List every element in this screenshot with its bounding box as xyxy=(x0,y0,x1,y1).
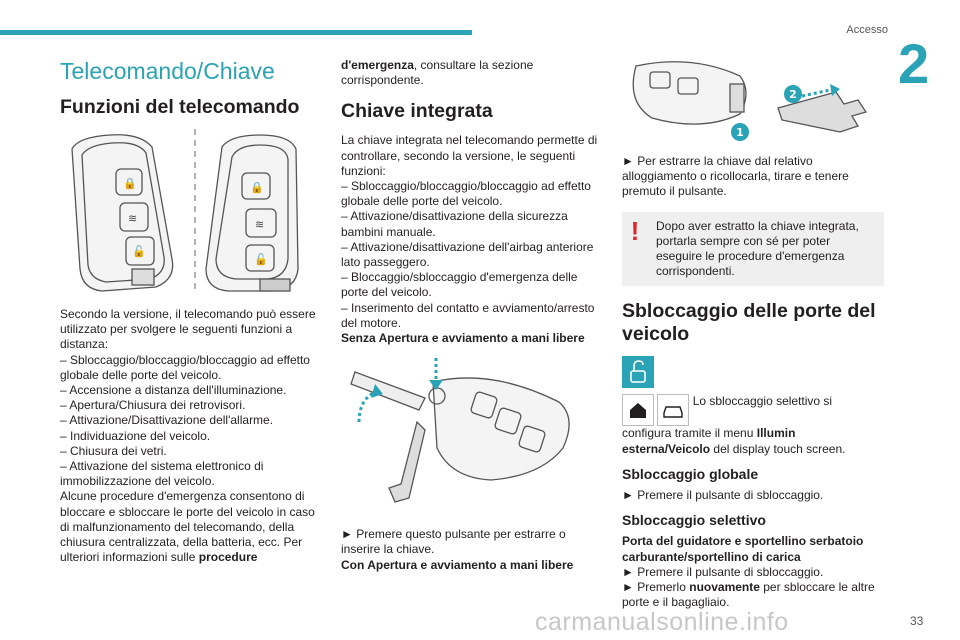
home-icon xyxy=(622,394,654,426)
closing-text xyxy=(60,489,318,565)
svg-text:🔓: 🔓 xyxy=(132,245,146,258)
svg-text:🔓: 🔓 xyxy=(254,253,268,266)
page-title: Telecomando/Chiave xyxy=(60,58,275,84)
list-item: – Bloccaggio/sbloccaggio d'emergenza delle porte del veicolo. xyxy=(341,270,578,300)
page-number: 33 xyxy=(910,614,924,628)
heading-remote-functions: Funzioni del telecomando xyxy=(60,96,300,118)
list-item: – Inserimento del contatto e avviamento/arresto del motore. xyxy=(341,300,595,330)
closing-text-bold: procedure xyxy=(198,550,258,565)
list-item: – Chiusura dei vetri. xyxy=(60,443,167,458)
list-item: – Sbloccaggio/bloccaggio/bloccaggio ad effetto globale delle porte del veicolo. xyxy=(341,179,591,209)
column-2 xyxy=(341,58,599,573)
step-text: ► Per estrarre la chiave dal relativo alloggiamento o ricollocarla, tirare e tenere premuto il pulsante. xyxy=(622,154,849,199)
top-accent-bar xyxy=(0,30,472,35)
callout-1: 1 xyxy=(736,126,744,139)
list-item: – Attivazione/Disattivazione dell'allarme. xyxy=(60,413,274,428)
list-item: – Apertura/Chiusura dei retrovisori. xyxy=(60,398,246,413)
warning-icon: ! xyxy=(630,215,640,246)
step-text: ► Premere il pulsante di sbloccaggio. xyxy=(622,564,824,579)
continuation-text xyxy=(341,58,599,88)
car-icon xyxy=(657,394,689,426)
continuation-body: , consultare la sezione corrispondente. xyxy=(341,58,534,88)
config-menu-2: Veicolo xyxy=(668,441,711,456)
intro-text: La chiave integrata nel telecomando permette di controllare, secondo la versione, le seguenti funzioni: xyxy=(341,133,598,178)
config-slash: / xyxy=(664,441,669,456)
key-fold-illustration xyxy=(341,352,591,517)
continuation-bold: d'emergenza xyxy=(341,58,414,72)
icon-row xyxy=(622,356,884,388)
config-text-b: del display touch screen. xyxy=(710,441,846,456)
column-3 xyxy=(622,58,884,610)
config-text-a: Lo sbloccaggio selettivo si configura tramite il menu xyxy=(622,394,833,441)
heading-unlocking: Sbloccaggio delle porte del veicolo xyxy=(622,300,876,346)
list-item: – Attivazione/disattivazione della sicurezza bambini manuale. xyxy=(341,209,568,239)
subhead-without-handsfree: Senza Apertura e avviamento a mani libere xyxy=(341,331,585,346)
list-item: – Sbloccaggio/bloccaggio/bloccaggio ad effetto globale delle porte del veicolo. xyxy=(60,352,310,382)
intro-text: Secondo la versione, il telecomando può essere utilizzato per svolgere le seguenti funzioni a distanza: xyxy=(60,307,316,352)
heading-integrated-key: Chiave integrata xyxy=(341,100,493,123)
config-block xyxy=(622,394,884,456)
step-text-b: per sbloccare le altre porte e il bagagliaio. xyxy=(622,580,875,610)
step-text xyxy=(622,580,884,610)
section-header: Accesso xyxy=(846,24,888,36)
step-text-a: ► Premerlo xyxy=(622,580,690,595)
subhead-with-handsfree: Con Apertura e avviamento a mani libere xyxy=(341,557,574,572)
svg-text:≋: ≋ xyxy=(128,212,138,225)
list-item: – Accensione a distanza dell'illuminazione. xyxy=(60,383,287,398)
closing-text-body: Alcune procedure d'emergenza consentono di bloccare e sbloccare le porte del veicolo in caso di malfunzionamento del telecomando, della chiusura centralizzata, della batteria, ecc. Per ulteriori informazioni sulle xyxy=(60,489,315,565)
step-text: ► Premere questo pulsante per estrarre o inserire la chiave. xyxy=(341,527,566,557)
column-1 xyxy=(60,58,318,565)
list-item: – Individuazione del veicolo. xyxy=(60,428,211,443)
unlock-icon xyxy=(622,356,654,388)
selective-target: Porta del guidatore e sportellino serbatoio carburante/sportellino di carica xyxy=(622,534,864,564)
subheading-selective: Sbloccaggio selettivo xyxy=(622,512,766,529)
step-text: ► Premere il pulsante di sbloccaggio. xyxy=(622,488,824,503)
key-extract-illustration xyxy=(622,52,884,144)
subheading-global: Sbloccaggio globale xyxy=(622,465,759,482)
callout-2: 2 xyxy=(789,88,797,101)
warning-text: Dopo aver estratto la chiave integrata, portarla sempre con sé per poter eseguire le procedure d'emergenza corrispondenti. xyxy=(656,218,859,279)
watermark: carmanualsonline.info xyxy=(535,608,789,636)
chapter-number: 2 xyxy=(898,32,930,95)
step-text-bold: nuovamente xyxy=(689,580,760,595)
list-item: – Attivazione/disattivazione dell'airbag anteriore lato passeggero. xyxy=(341,239,594,270)
svg-text:≋: ≋ xyxy=(255,218,265,231)
warning-box xyxy=(622,212,884,287)
config-menu-1: Illumin esterna xyxy=(622,426,796,456)
svg-text:🔒: 🔒 xyxy=(250,181,264,194)
list-item: – Attivazione del sistema elettronico di immobilizzazione del veicolo. xyxy=(60,459,264,489)
svg-text:🔒: 🔒 xyxy=(123,177,137,190)
config-text xyxy=(622,394,846,455)
remote-key-illustration xyxy=(60,129,310,297)
